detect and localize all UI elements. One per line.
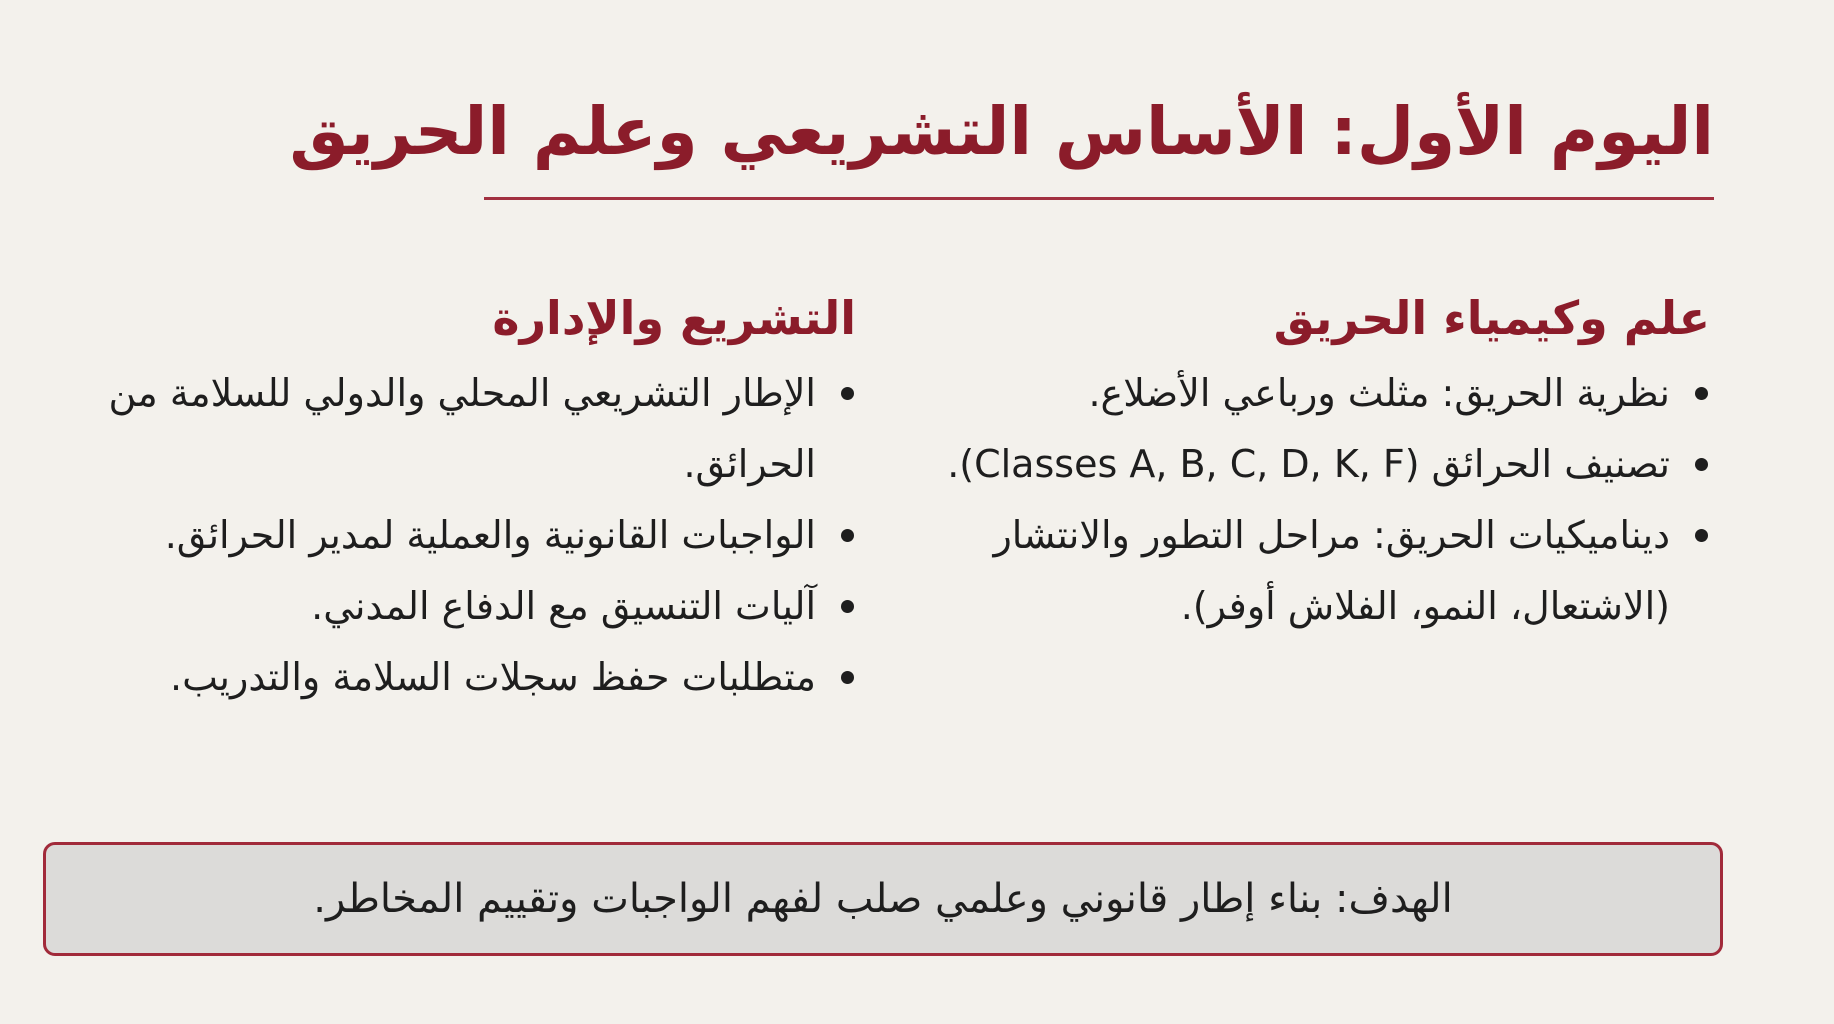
fire-science-column	[910, 288, 1710, 642]
bullet-dot-icon	[841, 600, 854, 613]
list-item	[0, 571, 856, 642]
list-item	[0, 500, 856, 571]
bullet-dot-icon	[841, 529, 854, 542]
goal-text: الهدف: بناء إطار قانوني وعلمي صلب لفهم الواجبات وتقييم المخاطر.	[313, 876, 1453, 922]
list-item	[910, 358, 1710, 429]
list-item	[910, 500, 1710, 642]
fire-science-list	[910, 358, 1710, 642]
list-item-text: تصنيف الحرائق (Classes A, B, C, D, K, F).	[947, 442, 1670, 486]
list-item	[910, 429, 1710, 500]
bullet-dot-icon	[1695, 387, 1708, 400]
bullet-dot-icon	[1695, 458, 1708, 471]
goal-box	[43, 842, 1723, 956]
list-item-text: ديناميكيات الحريق: مراحل التطور والانتشار (الاشتعال، النمو، الفلاش أوفر).	[993, 513, 1670, 628]
list-item-text: متطلبات حفظ سجلات السلامة والتدريب.	[170, 655, 816, 699]
list-item-text: نظرية الحريق: مثلث ورباعي الأضلاع.	[1088, 371, 1670, 415]
list-item	[0, 358, 856, 500]
bullet-dot-icon	[841, 387, 854, 400]
bullet-dot-icon	[841, 671, 854, 684]
legislation-heading: التشريع والإدارة	[492, 291, 856, 345]
list-item-text: الواجبات القانونية والعملية لمدير الحرائق.	[164, 513, 816, 557]
list-item	[0, 642, 856, 713]
title-underline	[484, 197, 1714, 200]
legislation-column	[0, 288, 856, 713]
bullet-dot-icon	[1695, 529, 1708, 542]
slide-title: اليوم الأول: الأساس التشريعي وعلم الحريق	[289, 93, 1714, 170]
list-item-text: الإطار التشريعي المحلي والدولي للسلامة من الحرائق.	[108, 371, 816, 486]
fire-science-heading: علم وكيمياء الحريق	[1273, 291, 1710, 345]
legislation-list	[0, 358, 856, 713]
list-item-text: آليات التنسيق مع الدفاع المدني.	[311, 584, 816, 628]
